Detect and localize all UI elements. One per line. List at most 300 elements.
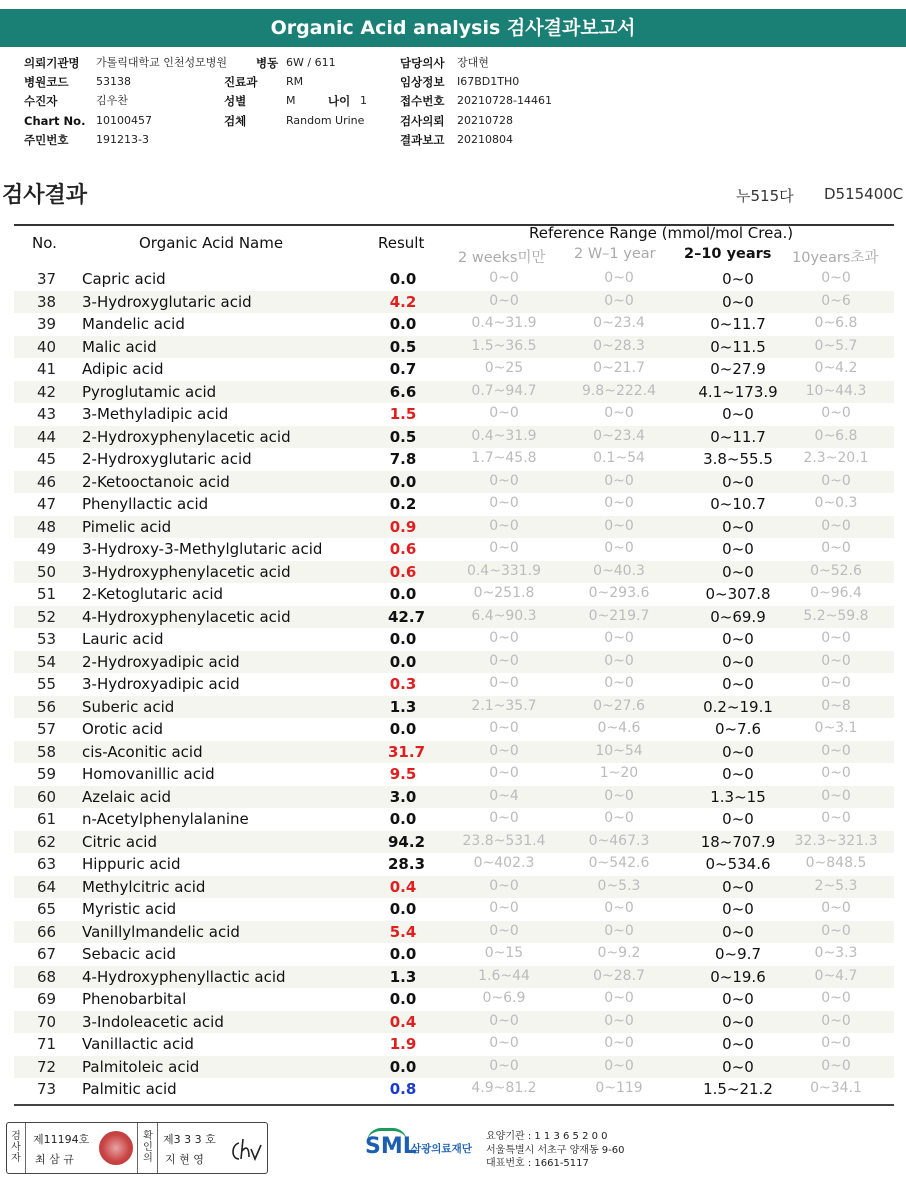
row-no: 56 (37, 697, 57, 716)
row-ref-2-10y: 0~11.7 (710, 427, 766, 446)
confirmer-license: 제3 3 3 호 (163, 1133, 216, 1146)
row-no: 61 (37, 810, 57, 828)
info-label: 병원코드 (24, 75, 69, 89)
row-ref-under-2-weeks: 0~4 (489, 787, 519, 804)
row-result: 1.9 (389, 1035, 417, 1053)
table-row (14, 583, 894, 606)
row-acid-name: 2-Hydroxyglutaric acid (82, 450, 252, 468)
row-result: 0.0 (389, 945, 417, 963)
table-row (14, 1078, 894, 1101)
row-no: 66 (37, 922, 57, 941)
table-row (14, 268, 894, 291)
row-result: 0.0 (389, 270, 417, 288)
row-result: 0.4 (389, 877, 417, 896)
section-title: 검사결과 (2, 183, 88, 208)
row-ref-under-2-weeks: 0~0 (489, 292, 519, 309)
info-value: 20210728-14461 (457, 94, 552, 107)
row-result: 94.2 (388, 832, 426, 851)
info-label: 의뢰기관명 (24, 56, 80, 70)
row-acid-name: Methylcitric acid (82, 877, 206, 896)
row-no: 57 (37, 720, 57, 738)
row-no: 58 (37, 742, 57, 761)
row-ref-2w-1y: 0.1~54 (593, 450, 645, 466)
row-no: 64 (37, 877, 57, 896)
row-ref-2-10y: 0~0 (722, 877, 754, 896)
contact-line: 서울특별시 서초구 양재동 9-60 (486, 1144, 625, 1156)
row-ref-under-2-weeks: 0~0 (489, 495, 519, 511)
official-seal-icon (99, 1131, 133, 1165)
table-row (14, 943, 894, 966)
row-ref-over-10y: 0~6 (821, 292, 851, 309)
info-label: 병동 (256, 56, 279, 70)
row-ref-2-10y: 0~11.7 (710, 315, 766, 333)
row-no: 45 (37, 450, 57, 468)
row-ref-2w-1y: 0~28.3 (593, 337, 645, 354)
row-result: 6.6 (389, 382, 417, 401)
table-header (14, 224, 894, 268)
row-result: 0.6 (389, 562, 417, 581)
table-row (14, 673, 894, 696)
row-no: 70 (37, 1012, 57, 1031)
row-ref-over-10y: 0~4.2 (814, 360, 858, 376)
row-ref-under-2-weeks: 0~6.9 (482, 990, 526, 1006)
table-row (14, 448, 894, 471)
row-ref-2-10y: 0~0 (722, 1057, 754, 1076)
table-row (14, 1056, 894, 1079)
row-ref-under-2-weeks: 2.1~35.7 (471, 697, 537, 714)
row-ref-2w-1y: 0~4.6 (597, 720, 641, 736)
table-row (14, 966, 894, 989)
row-acid-name: Vanillactic acid (82, 1035, 194, 1053)
row-ref-2w-1y: 0~28.7 (593, 967, 645, 984)
row-ref-2-10y: 0~19.6 (710, 967, 766, 986)
row-no: 39 (37, 315, 57, 333)
row-ref-over-10y: 0~5.7 (814, 337, 858, 354)
row-ref-2-10y: 1.5~21.2 (703, 1080, 773, 1098)
table-row (14, 741, 894, 764)
info-label: 담당의사 (400, 56, 445, 70)
table-row (14, 853, 894, 876)
row-ref-2-10y: 4.1~173.9 (698, 382, 778, 401)
row-ref-under-2-weeks: 0~0 (489, 405, 519, 421)
table-row (14, 426, 894, 449)
table-row (14, 381, 894, 404)
row-ref-over-10y: 0~34.1 (810, 1080, 862, 1096)
row-ref-2-10y: 0~0 (722, 630, 754, 648)
row-acid-name: n-Acetylphenylalanine (82, 810, 249, 828)
row-result: 0.0 (389, 720, 417, 738)
row-no: 69 (37, 990, 57, 1008)
row-no: 60 (37, 787, 57, 806)
row-ref-under-2-weeks: 0~0 (489, 675, 519, 691)
row-ref-2w-1y: 0~23.4 (593, 315, 645, 331)
row-no: 65 (37, 900, 57, 918)
row-ref-2-10y: 1.3~15 (710, 787, 766, 806)
signature-box (6, 1122, 268, 1174)
row-acid-name: Phenyllactic acid (82, 495, 209, 513)
row-acid-name: 3-Hydroxy-3-Methylglutaric acid (82, 540, 323, 558)
table-row (14, 628, 894, 651)
row-ref-2-10y: 18~707.9 (700, 832, 776, 851)
row-acid-name: Azelaic acid (82, 787, 172, 806)
table-row (14, 808, 894, 831)
row-acid-name: Suberic acid (82, 697, 175, 716)
row-ref-under-2-weeks: 1.6~44 (478, 967, 530, 984)
row-result: 0.5 (389, 337, 417, 356)
row-ref-over-10y: 0~6.8 (814, 427, 858, 444)
contact-line: 대표번호 : 1661-5117 (486, 1158, 589, 1169)
inspector-label: 검사자 (11, 1131, 21, 1164)
row-ref-2-10y: 0~0 (722, 922, 754, 941)
row-ref-2w-1y: 0~293.6 (588, 585, 650, 601)
info-value: 20210804 (457, 133, 513, 146)
row-ref-2-10y: 0.2~19.1 (703, 697, 773, 716)
info-label: 성별 (224, 94, 247, 108)
row-acid-name: 4-Hydroxyphenyllactic acid (82, 967, 286, 986)
row-ref-over-10y: 0~0 (821, 630, 851, 646)
confirmer-name: 지 현 영 (165, 1153, 204, 1166)
row-ref-under-2-weeks: 0~0 (489, 742, 519, 759)
header-ref-over-10y: 10years초과 (792, 250, 879, 266)
row-ref-under-2-weeks: 0~0 (489, 765, 519, 781)
row-result: 0.0 (389, 585, 417, 603)
row-ref-under-2-weeks: 0~25 (484, 360, 524, 376)
row-ref-under-2-weeks: 0~0 (489, 630, 519, 646)
row-acid-name: 3-Hydroxyglutaric acid (82, 292, 252, 311)
table-row (14, 831, 894, 854)
row-result: 0.0 (389, 472, 417, 491)
row-ref-2-10y: 0~0 (722, 742, 754, 761)
row-ref-2w-1y: 0~0 (604, 495, 634, 511)
table-row (14, 358, 894, 381)
table-row (14, 876, 894, 899)
row-ref-under-2-weeks: 23.8~531.4 (462, 832, 546, 849)
row-ref-under-2-weeks: 1.5~36.5 (471, 337, 537, 354)
info-label: 진료과 (224, 75, 258, 89)
row-ref-2w-1y: 0~0 (604, 292, 634, 309)
row-ref-2w-1y: 0~5.3 (597, 877, 641, 894)
row-ref-under-2-weeks: 0~0 (489, 472, 519, 489)
row-ref-over-10y: 0~0 (821, 472, 851, 489)
info-label: 접수번호 (400, 94, 445, 108)
row-result: 5.4 (389, 922, 417, 941)
row-ref-over-10y: 10~44.3 (805, 382, 867, 399)
row-no: 50 (37, 562, 57, 581)
table-row (14, 471, 894, 494)
row-ref-over-10y: 2~5.3 (814, 877, 858, 894)
row-ref-2-10y: 0~7.6 (715, 720, 761, 738)
table-row (14, 786, 894, 809)
header-ref-2w-1y: 2 W–1 year (574, 246, 656, 262)
row-ref-under-2-weeks: 0~0 (489, 720, 519, 736)
row-acid-name: Orotic acid (82, 720, 164, 738)
row-ref-under-2-weeks: 0~0 (489, 900, 519, 916)
row-ref-2-10y: 3.8~55.5 (703, 450, 773, 468)
row-acid-name: Pyroglutamic acid (82, 382, 217, 401)
info-label: Chart No. (24, 114, 86, 128)
row-ref-over-10y: 2.3~20.1 (803, 450, 869, 466)
header-no: No. (32, 234, 57, 252)
row-acid-name: Sebacic acid (82, 945, 177, 963)
row-ref-over-10y: 0~4.7 (814, 967, 858, 984)
row-ref-2w-1y: 0~0 (604, 787, 634, 804)
inspector-license: 제11194호 (33, 1133, 90, 1146)
row-acid-name: 2-Hydroxyphenylacetic acid (82, 427, 291, 446)
table-row (14, 561, 894, 584)
row-ref-under-2-weeks: 4.9~81.2 (471, 1080, 537, 1096)
row-ref-over-10y: 0~0 (821, 405, 851, 421)
info-value: 6W / 611 (286, 56, 336, 69)
row-acid-name: Mandelic acid (82, 315, 185, 333)
row-ref-2-10y: 0~0 (722, 405, 754, 423)
row-no: 54 (37, 652, 57, 671)
table-row (14, 898, 894, 921)
report-footer (0, 1118, 906, 1178)
row-no: 43 (37, 405, 57, 423)
row-no: 67 (37, 945, 57, 963)
row-result: 0.0 (389, 652, 417, 671)
row-no: 62 (37, 832, 57, 851)
row-ref-2w-1y: 0~0 (604, 675, 634, 691)
header-name: Organic Acid Name (139, 234, 284, 252)
row-ref-over-10y: 0~96.4 (810, 585, 862, 601)
row-result: 0.0 (389, 810, 417, 828)
row-acid-name: Citric acid (82, 832, 157, 851)
row-no: 49 (37, 540, 57, 558)
row-no: 38 (37, 292, 57, 311)
row-no: 40 (37, 337, 57, 356)
row-no: 55 (37, 675, 57, 693)
report-code: D515400C (824, 185, 904, 203)
row-ref-2-10y: 0~69.9 (710, 607, 766, 626)
sml-logo (365, 1126, 495, 1166)
table-row (14, 921, 894, 944)
row-ref-2w-1y: 9.8~222.4 (581, 382, 657, 399)
row-ref-2-10y: 0~0 (722, 990, 754, 1008)
table-row (14, 493, 894, 516)
row-ref-under-2-weeks: 0~0 (489, 1057, 519, 1074)
row-ref-over-10y: 0~0 (821, 787, 851, 804)
logo-text: SML (365, 1134, 417, 1159)
row-ref-over-10y: 0~848.5 (805, 855, 867, 871)
row-ref-over-10y: 0~52.6 (810, 562, 862, 579)
row-ref-2-10y: 0~0 (722, 472, 754, 491)
info-label: 임상정보 (400, 75, 445, 89)
row-acid-name: Adipic acid (82, 360, 164, 378)
row-ref-under-2-weeks: 0.4~331.9 (466, 562, 542, 579)
row-ref-over-10y: 0~0 (821, 517, 851, 534)
row-ref-over-10y: 32.3~321.3 (794, 832, 878, 849)
row-ref-2-10y: 0~307.8 (705, 585, 771, 603)
row-no: 53 (37, 630, 57, 648)
table-row (14, 313, 894, 336)
table-row (14, 1033, 894, 1056)
row-acid-name: Phenobarbital (82, 990, 187, 1008)
table-row (14, 606, 894, 629)
row-ref-2w-1y: 0~0 (604, 922, 634, 939)
info-value: 장대현 (457, 56, 489, 69)
info-value: 10100457 (96, 114, 152, 127)
row-result: 0.7 (389, 360, 417, 378)
row-no: 42 (37, 382, 57, 401)
info-label: 검체 (224, 114, 247, 128)
row-acid-name: Capric acid (82, 270, 166, 288)
row-ref-2w-1y: 1~20 (599, 765, 639, 781)
row-ref-2-10y: 0~0 (722, 540, 754, 558)
row-result: 1.3 (389, 697, 417, 716)
row-acid-name: 3-Hydroxyadipic acid (82, 675, 240, 693)
row-ref-2w-1y: 0~23.4 (593, 427, 645, 444)
row-acid-name: Myristic acid (82, 900, 177, 918)
row-ref-under-2-weeks: 0~0 (489, 810, 519, 826)
row-ref-2w-1y: 0~0 (604, 990, 634, 1006)
row-ref-over-10y: 0~3.1 (814, 720, 858, 736)
row-acid-name: Pimelic acid (82, 517, 172, 536)
row-result: 28.3 (388, 855, 426, 873)
table-row (14, 763, 894, 786)
info-value: 가톨릭대학교 인천성모병원 (96, 56, 228, 69)
header-reference-range: Reference Range (mmol/mol Crea.) (529, 224, 794, 242)
row-ref-2w-1y: 0~9.2 (597, 945, 641, 961)
row-ref-under-2-weeks: 0~0 (489, 1012, 519, 1029)
table-row (14, 651, 894, 674)
row-acid-name: 2-Ketooctanoic acid (82, 472, 230, 491)
row-acid-name: Palmitoleic acid (82, 1057, 200, 1076)
row-no: 59 (37, 765, 57, 783)
table-row (14, 1011, 894, 1034)
row-ref-2w-1y: 0~0 (604, 472, 634, 489)
row-no: 68 (37, 967, 57, 986)
row-ref-over-10y: 0~0 (821, 270, 851, 286)
row-ref-2w-1y: 0~40.3 (593, 562, 645, 579)
row-ref-2-10y: 0~0 (722, 562, 754, 581)
row-result: 0.9 (389, 517, 417, 536)
table-row (14, 291, 894, 314)
row-ref-2w-1y: 0~27.6 (593, 697, 645, 714)
row-ref-over-10y: 0~3.3 (814, 945, 858, 961)
row-ref-2-10y: 0~534.6 (705, 855, 771, 873)
table-row (14, 538, 894, 561)
row-ref-under-2-weeks: 0.4~31.9 (471, 427, 537, 444)
row-ref-over-10y: 0~0 (821, 810, 851, 826)
row-result: 42.7 (388, 607, 426, 626)
row-result: 1.3 (389, 967, 417, 986)
header-ref-under-2-weeks: 2 weeks미만 (458, 250, 546, 266)
row-acid-name: Palmitic acid (82, 1080, 177, 1098)
info-label: 수진자 (24, 94, 58, 108)
row-no: 51 (37, 585, 57, 603)
row-acid-name: Homovanillic acid (82, 765, 215, 783)
row-ref-2w-1y: 0~467.3 (588, 832, 650, 849)
row-ref-2w-1y: 0~0 (604, 1057, 634, 1074)
row-ref-2w-1y: 0~0 (604, 517, 634, 534)
row-ref-under-2-weeks: 0~15 (484, 945, 524, 961)
row-no: 44 (37, 427, 57, 446)
row-no: 73 (37, 1080, 57, 1098)
row-result: 0.3 (389, 675, 417, 693)
info-value: 20210728 (457, 114, 513, 127)
row-ref-2-10y: 0~0 (722, 675, 754, 693)
row-ref-2-10y: 0~10.7 (710, 495, 766, 513)
row-ref-2w-1y: 0~0 (604, 630, 634, 646)
row-result: 0.0 (389, 315, 417, 333)
row-ref-2-10y: 0~0 (722, 1035, 754, 1053)
info-label: 주민번호 (24, 133, 69, 147)
row-ref-under-2-weeks: 0~0 (489, 270, 519, 286)
row-result: 0.5 (389, 427, 417, 446)
signature-icon (229, 1135, 265, 1165)
row-ref-under-2-weeks: 0.4~31.9 (471, 315, 537, 331)
table-row (14, 516, 894, 539)
row-acid-name: 2-Hydroxyadipic acid (82, 652, 240, 671)
row-result: 9.5 (389, 765, 417, 783)
row-ref-2w-1y: 0~542.6 (588, 855, 650, 871)
row-ref-under-2-weeks: 0~0 (489, 540, 519, 556)
info-label: 결과보고 (400, 133, 445, 147)
row-ref-2w-1y: 0~21.7 (593, 360, 645, 376)
row-ref-2-10y: 0~11.5 (710, 337, 766, 356)
inspector-name: 최 삼 규 (35, 1153, 74, 1166)
row-acid-name: 3-Methyladipic acid (82, 405, 229, 423)
row-ref-2-10y: 0~0 (722, 765, 754, 783)
row-ref-over-10y: 0~0 (821, 742, 851, 759)
table-row (14, 403, 894, 426)
row-ref-under-2-weeks: 0~0 (489, 517, 519, 534)
results-table-body (14, 268, 894, 1101)
row-ref-over-10y: 0~0 (821, 990, 851, 1006)
row-ref-under-2-weeks: 0~0 (489, 877, 519, 894)
patient-info (24, 54, 894, 154)
row-no: 41 (37, 360, 57, 378)
row-ref-2-10y: 0~0 (722, 652, 754, 671)
row-acid-name: 4-Hydroxyphenylacetic acid (82, 607, 291, 626)
table-row (14, 336, 894, 359)
contact-line: 요양기관 : 1 1 3 6 5 2 0 0 (486, 1131, 608, 1142)
row-ref-2-10y: 0~9.7 (715, 945, 761, 963)
row-ref-over-10y: 0~0 (821, 1012, 851, 1029)
row-ref-2-10y: 0~0 (722, 1012, 754, 1031)
row-ref-over-10y: 0~0 (821, 765, 851, 781)
row-ref-under-2-weeks: 0~402.3 (473, 855, 535, 871)
report-title: Organic Acid analysis 검사결과보고서 (0, 9, 906, 47)
row-no: 48 (37, 517, 57, 536)
row-ref-over-10y: 0~8 (821, 697, 851, 714)
row-ref-2-10y: 0~0 (722, 517, 754, 536)
row-no: 52 (37, 607, 57, 626)
row-result: 0.6 (389, 540, 417, 558)
row-result: 0.4 (389, 1012, 417, 1031)
info-value: 53138 (96, 75, 131, 88)
row-no: 47 (37, 495, 57, 513)
row-ref-under-2-weeks: 0~0 (489, 1035, 519, 1051)
row-acid-name: Vanillylmandelic acid (82, 922, 240, 941)
report-code-korean: 누515다 (736, 187, 794, 205)
row-no: 46 (37, 472, 57, 491)
row-ref-over-10y: 0~0 (821, 1057, 851, 1074)
row-result: 0.8 (389, 1080, 417, 1098)
row-acid-name: cis-Aconitic acid (82, 742, 203, 761)
row-ref-under-2-weeks: 0.7~94.7 (471, 382, 537, 399)
row-ref-under-2-weeks: 1.7~45.8 (471, 450, 537, 466)
row-result: 4.2 (389, 292, 417, 311)
row-acid-name: Malic acid (82, 337, 157, 356)
row-ref-under-2-weeks: 0~0 (489, 922, 519, 939)
row-ref-under-2-weeks: 0~251.8 (473, 585, 535, 601)
row-acid-name: Hippuric acid (82, 855, 181, 873)
row-ref-over-10y: 5.2~59.8 (803, 607, 869, 624)
row-ref-over-10y: 0~0 (821, 922, 851, 939)
row-ref-2w-1y: 0~219.7 (588, 607, 650, 624)
